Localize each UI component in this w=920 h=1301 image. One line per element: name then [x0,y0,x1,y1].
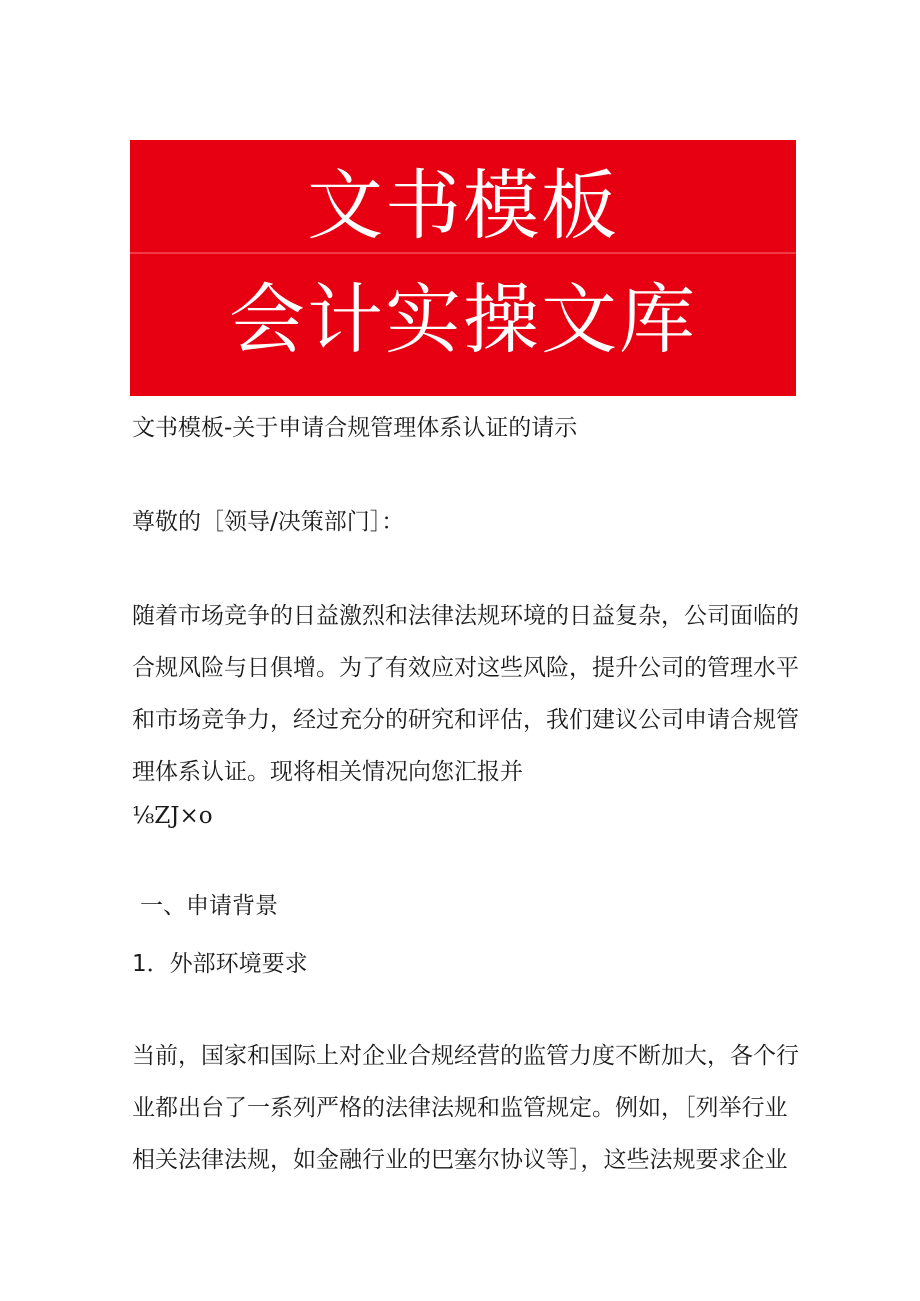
paragraph-line: 理体系认证。现将相关情况向您汇报并 [132,759,523,785]
banner-divider [130,252,796,254]
paragraph-external-environment [132,1030,800,1186]
banner-title-line1: 文书模板 [307,161,619,250]
paragraph-line: 合规风险与日俱增。为了有效应对这些风险，提升公司的管理水平 [132,655,799,681]
header-banner [130,140,796,396]
paragraph-line: 和市场竞争力，经过充分的研究和评估，我们建议公司申请合规管 [132,707,799,733]
salutation: 尊敬的［领导/决策部门］： [132,509,405,535]
paragraph-line: 业都出台了一系列严格的法律法规和监管规定。例如，［列举行业 [132,1095,788,1121]
section-heading: 一、申请背景 [140,893,278,919]
paragraph-line: 随着市场竞争的日益激烈和法律法规环境的日益复杂，公司面临的 [132,603,799,629]
subsection-heading: 1．外部环境要求 [132,951,308,977]
paragraph-line: 当前，国家和国际上对企业合规经营的监管力度不断加大，各个行 [132,1043,799,1069]
paragraph-line: 相关法律法规，如金融行业的巴塞尔协议等］，这些法规要求企业 [132,1147,788,1173]
garbled-text: ⅛ZJ×o [132,803,213,829]
paragraph-intro [132,590,800,798]
document-title: 文书模板-关于申请合规管理体系认证的请示 [132,415,578,441]
banner-title-line2: 会计实操文库 [229,275,697,364]
